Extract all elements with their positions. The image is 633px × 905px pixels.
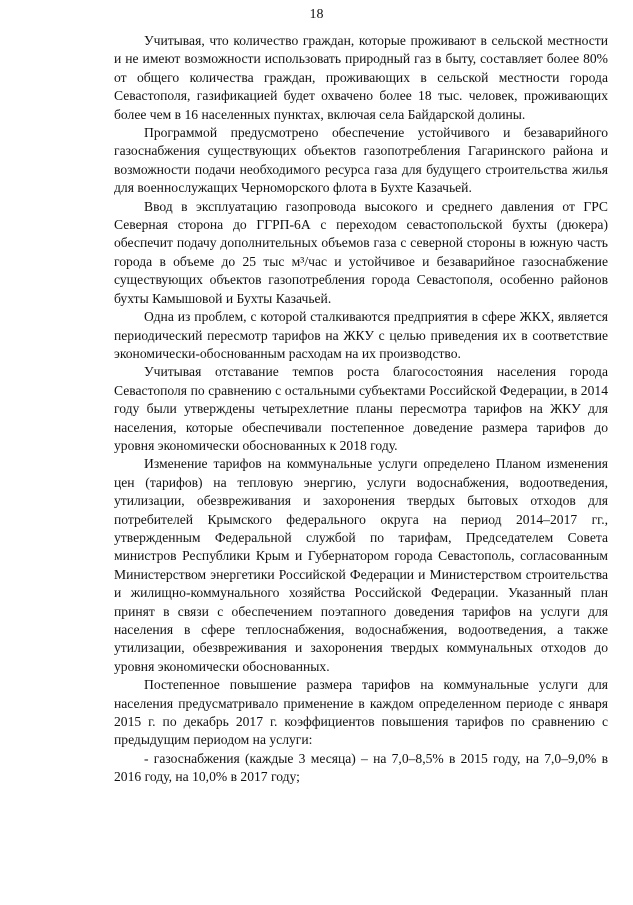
paragraph: Учитывая, что количество граждан, которые проживают в сельской местности и не имеют возможности использовать природный газ в быту, составляет более 80% от общего количества граждан, проживающих в сельской местности города Севастополя, газификацией будет охвачено более 18 тыс. человек, проживающих более чем в 16 населенных пунктах, включая села Байдарской долины. <box>114 33 608 122</box>
paragraph: Учитывая отставание темпов роста благосостояния населения города Севастополя по сравнению с остальными субъектами Российской Федерации, в 2014 году были утверждены четырехлетние планы пересмотра тарифов на ЖКУ для населения, которые обеспечивали постепенное доведение размера тарифов до уровня экономически обоснованных к 2018 году. <box>114 364 608 453</box>
paragraph: Программой предусмотрено обеспечение устойчивого и безаварийного газоснабжения существующих объектов газопотребления Гагаринского района и возможности подачи необходимого ресурса газа для будущего строительства жилья для военнослужащих Черноморского флота в Бухте Казачьей. <box>114 125 608 196</box>
paragraph: Изменение тарифов на коммунальные услуги определено Планом изменения цен (тарифов) на тепловую энергию, услуги водоснабжения, водоотведения, утилизации, обезвреживания и захоронения твердых бытовых отходов для потребителей Крымского федерального округа на период 2014–2017 гг., утвержденным Федеральной службой по тарифам, Председателем Совета министров Республики Крым и Губернатором города Севастополь, согласованным Министерством энергетики Российской Федерации и Министерством строительства и жилищно-коммунального хозяйства Российской Федерации. Указанный план принят в связи с обеспечением поэтапного доведения тарифов на услуги для населения в сфере теплоснабжения, водоснабжения, водоотведения, а также утилизации, обезвреживания и захоронения твердых коммунальных отходов до уровня экономически обоснованных. <box>114 456 608 674</box>
page-number: 18 <box>309 7 324 22</box>
paragraph: Постепенное повышение размера тарифов на коммунальные услуги для населения предусматривало применение в каждом определенном периоде с января 2015 г. по декабрь 2017 г. коэффициентов повышения тарифов по сравнению с предыдущим периодом на услуги: <box>114 677 608 748</box>
paragraph: Одна из проблем, с которой сталкиваются предприятия в сфере ЖКХ, является периодический пересмотр тарифов на ЖКУ с целью приведения их в соответствие экономически-обоснованным расходам на их производство. <box>114 309 608 361</box>
document-body <box>114 32 608 787</box>
paragraph: - газоснабжения (каждые 3 месяца) – на 7,0–8,5% в 2015 году, на 7,0–9,0% в 2016 году, на 10,0% в 2017 году; <box>114 750 608 785</box>
paragraph: Ввод в эксплуатацию газопровода высокого и среднего давления от ГРС Северная сторона до ГГРП-6А с переходом севастопольской бухты (дюкера) обеспечит подачу дополнительных объемов газа с северной стороны в южную часть города в объеме до 25 тыс м³/час и устойчивое и безаварийное газоснабжение существующих объектов газопотребления города Севастополя, особенно районов бухты Камышовой и Бухты Казачьей. <box>114 198 608 306</box>
